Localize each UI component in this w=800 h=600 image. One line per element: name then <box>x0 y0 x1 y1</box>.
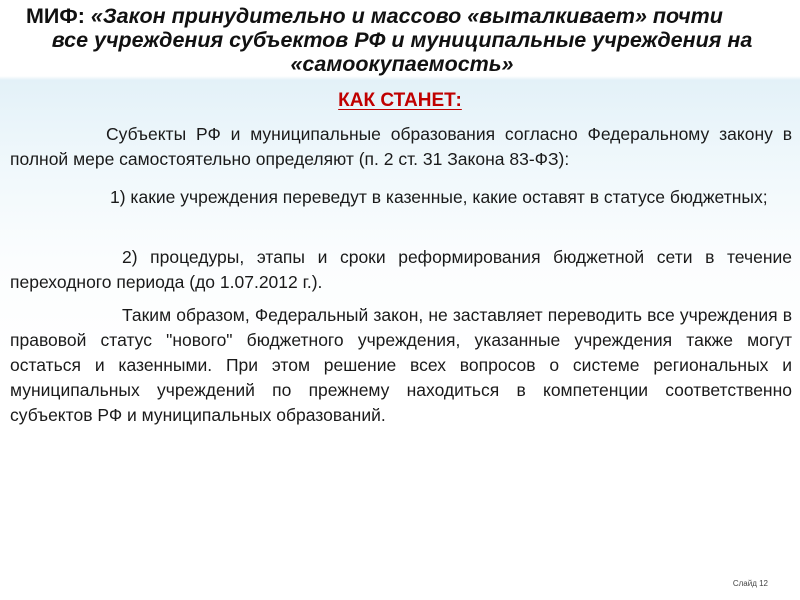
section-heading-text: КАК СТАНЕТ: <box>338 90 462 111</box>
paragraph-conclusion: Таким образом, Федеральный закон, не заставляет переводить все учреждения в правовой статус "нового" бюджетного учреждения, указанные учреждения также могут остаться и казенными. При этом решение всех вопросов о системе региональных и муниципальных учреждений по прежнему находиться в компетенции соответственно субъектов РФ и муниципальных образований. <box>10 305 792 425</box>
slide-title <box>14 4 790 76</box>
title-line-1-text: «Закон принудительно и массово «выталкивает» почти <box>90 4 723 28</box>
paragraph-item-1: 1) какие учреждения переведут в казенные, какие оставят в статусе бюджетных; <box>110 187 768 207</box>
title-line-2: все учреждения субъектов РФ и муниципальные учреждения на <box>51 28 753 52</box>
paragraph-intro: Субъекты РФ и муниципальные образования согласно Федеральному закону в полной мере самостоятельно определяют (п. 2 ст. 31 Закона 83-ФЗ): <box>10 124 792 169</box>
section-heading <box>0 90 800 112</box>
title-line-1 <box>14 4 790 28</box>
title-line-3: «самоокупаемость» <box>290 52 514 76</box>
title-lead: МИФ: <box>26 4 85 28</box>
slide-number: Слайд 12 <box>732 579 768 588</box>
paragraph-item-2: 2) процедуры, этапы и сроки реформирования бюджетной сети в течение переходного периода (до 1.07.2012 г.). <box>10 247 792 292</box>
